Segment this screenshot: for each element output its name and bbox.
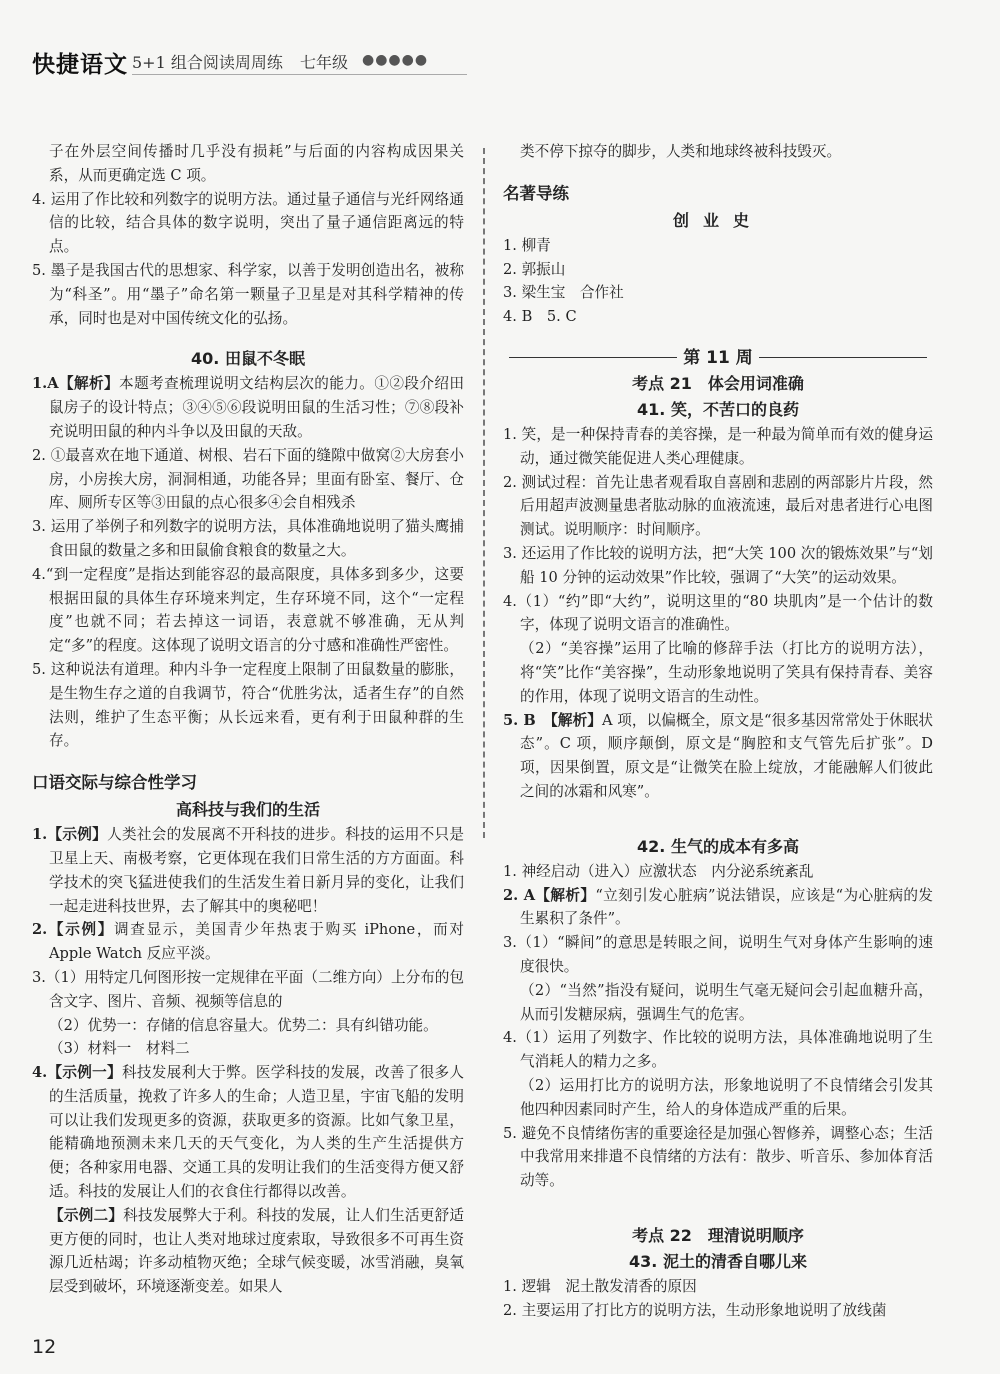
answer-text: 2. 测试过程：首先让患者观看取自喜剧和悲剧的两部影片片段，然后用超声波测量患者肱动脉的血液流速，最后对患者进行心电图测试。说明顺序：时间顺序。 [503, 473, 933, 539]
answer-text: （2）“当然”指没有疑问，说明生气毫无疑问会引起血糖升高，从而引发糖尿病，强调生气的危害。 [520, 981, 933, 1023]
left-column [32, 140, 464, 1299]
answer-tag: 5. B 【解析】 [503, 711, 602, 729]
answer-body: 调查显示，美国青少年热衷于购买 iPhone，而对 Apple Watch 反应平淡。 [49, 921, 464, 963]
answer-text: 3.（1）“瞬间”的意思是转眼之间，说明生气对身体产生影响的速度很快。 [503, 934, 933, 975]
difficulty-dots: ●●●●● [362, 52, 429, 68]
rule [509, 357, 677, 358]
answer-text: （3）材料一 材料二 [49, 1040, 190, 1058]
answer-tag: 2. A【解析】 [503, 886, 596, 904]
answer-text: 1. 笑，是一种保持青春的美容操，是一种最为简单而有效的健身运动，通过微笑能促进人类心理健康。 [503, 425, 933, 467]
answer-text: 类不停下掠夺的脚步，人类和地球终被科技毁灭。 [520, 143, 842, 160]
answer-text: 2. 主要运用了打比方的说明方法，生动形象地说明了放线菌 [503, 1301, 887, 1319]
answer-body: A 项，以偏概全，原文是“很多基因常常处于休眠状态”。C 项，顺序颠倒，原文是“胸腔和支气管先后扩张”。D 项，因果倒置，原文是“让微笑在脸上绽放，才能融解人们彼此之间的冰霜和风寒”。 [520, 711, 933, 800]
answer-text: 5. 避免不良情绪伤害的重要途径是加强心智修养，调整心态；生活中我常用来排遣不良情绪的方法有：散步、听音乐、参加体育活动等。 [503, 1124, 933, 1190]
article-title: 42. 生气的成本有多高 [637, 836, 799, 856]
week-heading [503, 345, 933, 371]
week-label: 第 11 周 [683, 347, 753, 368]
article-title: 高科技与我们的生活 [175, 800, 320, 820]
answer-text: 3. 运用了举例子和列数字的说明方法，具体准确地说明了猫头鹰捕食田鼠的数量之多和田鼠偷食粮食的数量之大。 [32, 518, 464, 559]
page-header [32, 40, 452, 80]
answer-body: 本题考查梳理说明文结构层次的能力。①②段介绍田鼠房子的设计特点；③④⑤⑥段说明田鼠的生活习性；⑦⑧段补充说明田鼠的种内斗争以及田鼠的天敌。 [49, 375, 464, 440]
column-divider [483, 148, 485, 838]
answer-tag: 【示例二】 [49, 1206, 124, 1224]
header-rule [132, 74, 467, 75]
answer-tag: 2.【示例】 [32, 921, 115, 939]
answer-body: 人类社会的发展离不开科技的进步。科技的运用不只是卫星上天、南极考察，它更体现在我们日常生活的方方面面。科学技术的突飞猛进使我们的生活发生着日新月异的变化，让我们一起走进科技世界，去了解其中的奥秘吧！ [49, 826, 464, 915]
article-title: 43. 泥土的清香自哪儿来 [629, 1251, 807, 1271]
page-number: 12 [32, 1336, 57, 1358]
section-heading: 名著导练 [503, 183, 569, 203]
answer-body: “立刻引发心脏病”说法错误，应该是“为心脏病的发生累积了条件”。 [520, 886, 934, 928]
answer-tag: 4.【示例一】 [32, 1064, 122, 1082]
answer-text: 1. 逻辑 泥土散发清香的原因 [503, 1277, 697, 1295]
topic-heading: 考点 22 理清说明顺序 [632, 1225, 804, 1245]
answer-text: 子在外层空间传播时几乎没有损耗”与后面的内容构成因果关系，从而更确定选 C 项。 [49, 143, 464, 184]
answer-text: 3. 梁生宝 合作社 [503, 284, 624, 302]
answer-text [32, 1061, 464, 1204]
answer-text: 2. ①最喜欢在地下通道、树根、岩石下面的缝隙中做窝②大房套小房，小房挨大房，洞洞相通，功能各异；里面有卧室、餐厅、仓库、厕所专区等③田鼠的点心很多④会自相残杀 [32, 446, 464, 512]
answer-text: 5. 这种说法有道理。种内斗争一定程度上限制了田鼠数量的膨胀，是生物生存之道的自我调节，符合“优胜劣汰，适者生存”的自然法则，维护了生态平衡；从长远来看，更有利于田鼠种群的生存。 [32, 660, 464, 750]
answer-text: 4.（1）“约”即“大约”，说明这里的“80 块肌肉”是一个估计的数字，体现了说明文语言的准确性。 [503, 592, 933, 634]
section-heading: 口语交际与综合性学习 [32, 773, 197, 793]
answer-text: （2）“美容操”运用了比喻的修辞手法（打比方的说明方法），将“笑”比作“美容操”，生动形象地说明了笑具有保持青春、美容的作用，体现了说明文语言的生动性。 [520, 640, 933, 705]
answer-text [32, 372, 464, 443]
answer-text [32, 1204, 464, 1299]
book-title: 创业史 [672, 210, 763, 230]
series-title: 5+1 组合阅读周周练 [132, 53, 283, 72]
article-title: 41. 笑，不苦口的良药 [637, 399, 799, 419]
answer-text: 4.“到一定程度”是指达到能容忍的最高限度，具体多到多少，这要根据田鼠的具体生存环境来判定，生存环境不同，这个“一定程度”也就不同；若去掉这一词语，表意就不够准确，无从判定“多”的程度。这体现了说明文语言的分寸感和准确性严密性。 [32, 565, 464, 655]
answer-text [503, 709, 933, 804]
answer-text: 3. 还运用了作比较的说明方法，把“大笑 100 次的锻炼效果”与“划船 10 分钟的运动效果”作比较，强调了“大笑”的运动效果。 [503, 544, 933, 586]
answer-body: 科技发展弊大于利。科技的发展，让人们生活更舒适更方便的同时，也让人类对地球过度索取，导致很多不可再生资源几近枯竭；许多动植物灭绝；全球气候变暖，冰雪消融，臭氧层受到破坏，环境逐渐变差。如果人 [49, 1206, 464, 1296]
answer-tag: 1.A【解析】 [32, 375, 120, 393]
answer-text: （2）运用打比方的说明方法，形象地说明了不良情绪会引发其他四种因素同时产生，给人的身体造成严重的后果。 [520, 1076, 933, 1118]
article-title: 40. 田鼠不冬眠 [191, 349, 305, 369]
answer-body: 科技发展利大于弊。医学科技的发展，改善了很多人的生活质量，挽救了许多人的生命；人造卫星，宇宙飞船的发明可以让我们发现更多的资源，获取更多的资源。比如气象卫星，能精确地预测未来几天的天气变化，为人类的生产生活提供方便；各种家用电器、交通工具的发明让我们的生活变得方便又舒适。科技的发展让人们的衣食住行都得以改善。 [49, 1064, 464, 1201]
right-column [503, 140, 933, 1322]
rule [759, 357, 927, 358]
brand-title: 快捷语文 [32, 52, 128, 78]
answer-text: 4.（1）运用了列数字、作比较的说明方法，具体准确地说明了生气消耗人的精力之多。 [503, 1029, 933, 1071]
answer-text [503, 884, 933, 932]
answer-tag: 1.【示例】 [32, 826, 108, 844]
answer-text: 1. 柳青 [503, 236, 551, 254]
answer-text: 4. 运用了作比较和列数字的说明方法。通过量子通信与光纤网络通信的比较，结合具体的数字说明，突出了量子通信距离远的特点。 [32, 190, 464, 256]
answer-text: 3.（1）用特定几何图形按一定规律在平面（二维方向）上分布的包含文字、图片、音频、视频等信息的 [32, 968, 464, 1010]
answer-text: 5. 墨子是我国古代的思想家、科学家，以善于发明创造出名，被称为“科圣”。用“墨子”命名第一颗量子卫星是对其科学精神的传承，同时也是对中国传统文化的弘扬。 [32, 261, 464, 327]
answer-text [32, 823, 464, 918]
answer-text [32, 918, 464, 966]
grade-label: 七年级 [300, 53, 349, 72]
answer-text: 1. 神经启动（进入）应激状态 内分泌系统紊乱 [503, 862, 814, 880]
answer-text: （2）优势一：存储的信息容量大。优势二：具有纠错功能。 [49, 1016, 438, 1034]
answer-text: 4. B 5. C [503, 308, 577, 326]
topic-heading: 考点 21 体会用词准确 [632, 373, 804, 393]
answer-text: 2. 郭振山 [503, 260, 566, 278]
